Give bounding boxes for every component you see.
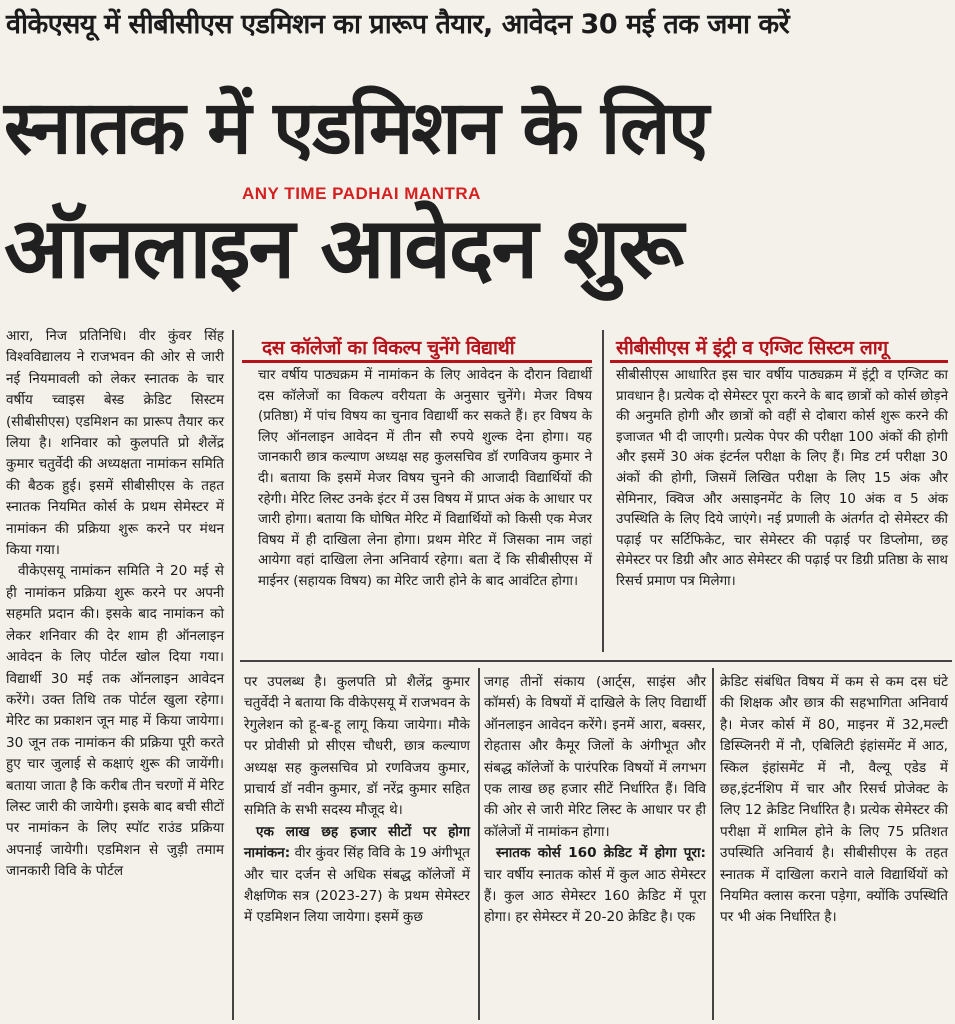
col3-subhead: स्नातक कोर्स 160 क्रेडिट में होगा पूरा: — [496, 845, 706, 862]
col4-paragraph-1: क्रेडिट संबंधित विषय में कम से कम दस घंटे की शिक्षक और छात्र की सहभागिता अनिवार्य है। मेजर कोर्स में 80, माइनर में 32,मल्टी डिस्प्लिनरी में नौ, एबिलिटी इंहांसमेंट में आठ, स्किल इंहांसमेंट में नौ, वैल्यू एडेड में छह,इंटर्नशिप में चार और रिसर्च प्रोजेक्ट के लिए 12 क्रेडिट निर्धारित है। प्रत्येक सेमेस्टर की परीक्षा में शामिल होने के लिए 75 प्रतिशत उपस्थिति अनिवार्य है। सीबीसीएस के तहत स्नातक में दाखिला कराने वाले विद्यार्थियों को नियमित क्लास करना पड़ेगा, क्योंकि उपस्थिति पर भी अंक निर्धारित है। — [720, 674, 948, 926]
col3-paragraph-1: जगह तीनों संकाय (आर्ट्स, साइंस और कॉमर्स) के विषयों में दाखिले के लिए विद्यार्थी ऑनलाइन आवेदन करेंगे। इनमें आरा, बक्सर, रोहतास और कैमूर जिलों के अंगीभूत और संबद्ध कॉलेजों के पारंपरिक विषयों में लगभग एक लाख छह हजार सीटें निर्धारित हैं। विवि की ओर से जारी मेरिट लिस्ट के आधार पर ही कॉलेजों में नामांकन होगा। — [484, 674, 706, 840]
col2-subhead: एक लाख छह हजार सीटों पर होगा नामांकन: — [244, 823, 470, 862]
box2-title: सीबीसीएस में इंट्री व एग्जिट सिस्टम लागू — [616, 337, 888, 359]
article-column-3 — [484, 672, 706, 929]
divider-col2 — [478, 668, 480, 1020]
box2-title-rule — [610, 360, 948, 363]
divider-boxes — [602, 330, 604, 652]
box2-text: सीबीसीएस आधारित इस चार वर्षीय पाठ्यक्रम में इंट्री व एग्जिट का प्रावधान है। प्रत्येक दो सेमेस्टर पूरा करने के बाद छात्रों को कोर्स छोड़ने की अनुमति होगी और छात्रों को वहीं से दोबारा कोर्स शुरू करने की इजाजत भी दी जाएगी। प्रत्येक पेपर की परीक्षा 100 अंकों की होगी और इसमें 30 अंक इंटर्नल परीक्षा के लिए हैं। मिड टर्म परीक्षा 30 अंकों की होगी, जिसमें लिखित परीक्षा के लिए 15 अंक और सेमिनार, क्विज और असाइनमेंट के लिए 10 अंक व 5 अंक उपस्थिति के लिए दिये जाएंगे। नई प्रणाली के अंतर्गत दो सेमेस्टर की पढ़ाई पर सर्टिफिकेट, चार सेमेस्टर की पढ़ाई पर डिप्लोमा, छह सेमेस्टर पर डिग्री और आठ सेमेस्टर की पढ़ाई पर डिग्री प्रतिष्ठा के साथ रिसर्च प्रमाण पत्र मिलेगा। — [616, 368, 948, 589]
main-headline-line1: स्नातक में एडमिशन के लिए — [4, 85, 708, 171]
watermark-text: ANY TIME PADHAI MANTRA — [242, 184, 481, 203]
article-column-1 — [6, 326, 224, 883]
box1-title-rule — [242, 360, 592, 363]
main-headline-line2: ऑनलाइन आवेदन शुरू — [4, 199, 682, 297]
divider-col1 — [232, 330, 234, 1020]
col2-paragraph-1: पर उपलब्ध है। कुलपति प्रो शैलेंद्र कुमार चतुर्वेदी ने बताया कि वीकेएसयू में राजभवन के रेगुलेशन को हू-ब-हू लागू किया जायेगा। मौके पर प्रोवीसी प्रो सीएस चौधरी, छात्र कल्याण अध्यक्ष सह कुलसचिव प्रो रणविजय कुमार, प्राचार्य डॉ नवीन कुमार, डॉ नरेंद्र कुमार सहित समिति के सभी सदस्य मौजूद थे। — [244, 674, 470, 819]
divider-col3 — [712, 668, 714, 1020]
box1-title: दस कॉलेजों का विकल्प चुनेंगे विद्यार्थी — [262, 337, 515, 359]
kicker-headline: वीकेएसयू में सीबीसीएस एडमिशन का प्रारूप तैयार, आवेदन 30 मई तक जमा करें — [6, 9, 790, 40]
col1-paragraph-1: आरा, निज प्रतिनिधि। वीर कुंवर सिंह विश्वविद्यालय ने राजभवन की ओर से जारी नई नियमावली को लेकर स्नातक के चार वर्षीय च्वाइस बेस्ड क्रेडिट सिस्टम (सीबीसीएस) एडमिशन का प्रारूप तैयार कर लिया है। शनिवार को कुलपति प्रो शैलेंद्र कुमार चतुर्वेदी की अध्यक्षता नामांकन समिति की बैठक हुई। इसमें सीबीसीएस के तहत स्नातक नियमित कोर्स के प्रथम सेमेस्टर में नामांकन की प्रक्रिया शुरू करने पर मंथन किया गया। — [6, 328, 224, 559]
col3-paragraph-2: चार वर्षीय स्नातक कोर्स में कुल आठ सेमेस्टर हैं। कुल आठ सेमेस्टर 160 क्रेडिट में पूरा होगा। हर सेमेस्टर में 20-20 क्रेडिट है। एक — [484, 866, 706, 926]
box1-text: चार वर्षीय पाठ्यक्रम में नामांकन के लिए आवेदन के दौरान विद्यार्थी दस कॉलेजों का विकल्प वरीयता के अनुसार चुनेंगे। मेजर विषय (प्रतिष्ठा) में पांच विषय का चुनाव विद्यार्थी कर सकते हैं। हर विषय के लिए ऑनलाइन आवेदन में तीन सौ रुपये शुल्क देना होगा। यह जानकारी छात्र कल्याण अध्यक्ष सह कुलसचिव डॉ रणविजय कुमार ने दी। बताया कि इसमें मेजर विषय चुनने की आजादी विद्यार्थियों की रहेगी। मेरिट लिस्ट उनके इंटर में उस विषय में प्राप्त अंक के आधार पर जारी होगा। बताया कि घोषित मेरिट में विद्यार्थियों को किसी एक मेजर विषय में ही दाखिला लेना होगा। प्रथम मेरिट में जिसका नाम जहां आयेगा वहां दाखिला लेना अनिवार्य रहेगा। बता दें कि सीबीसीएस में माईनर (सहायक विषय) का मेरिट जारी होने के बाद आवंटित होगा। — [258, 368, 592, 589]
col2-paragraph-2: वीर कुंवर सिंह विवि के 19 अंगीभूत और चार दर्जन से अधिक संबद्ध कॉलेजों में शैक्षणिक सत्र (2023-27) के प्रथम सेमेस्टर में एडमिशन लिया जायेगा। इसमें कुछ — [244, 845, 470, 926]
divider-horizontal — [240, 660, 952, 662]
article-column-4 — [720, 672, 948, 929]
article-column-2 — [244, 672, 470, 929]
col1-paragraph-2: वीकेएसयू नामांकन समिति ने 20 मई से ही नामांकन प्रक्रिया शुरू करने पर अपनी सहमति प्रदान की। इसके बाद नामांकन को लेकर शनिवार की देर शाम ही ऑनलाइन आवेदन के लिए पोर्टल खोल दिया गया। विद्यार्थी 30 मई तक ऑनलाइन आवेदन करेंगे। उक्त तिथि तक पोर्टल खुला रहेगा। मेरिट का प्रकाशन जून माह में किया जायेगा। 30 जून तक नामांकन की प्रक्रिया पूरी करते हुए चार जुलाई से कक्षाएं शुरू की जायेंगी। बताया जाता है कि करीब तीन चरणों में मेरिट लिस्ट जारी की जायेगी। इसके बाद बची सीटों पर नामांकन के लिए स्पॉट राउंड प्रक्रिया अपनाई जायेगी। एडमिशन से जुड़ी तमाम जानकारी विवि के पोर्टल — [6, 563, 224, 880]
